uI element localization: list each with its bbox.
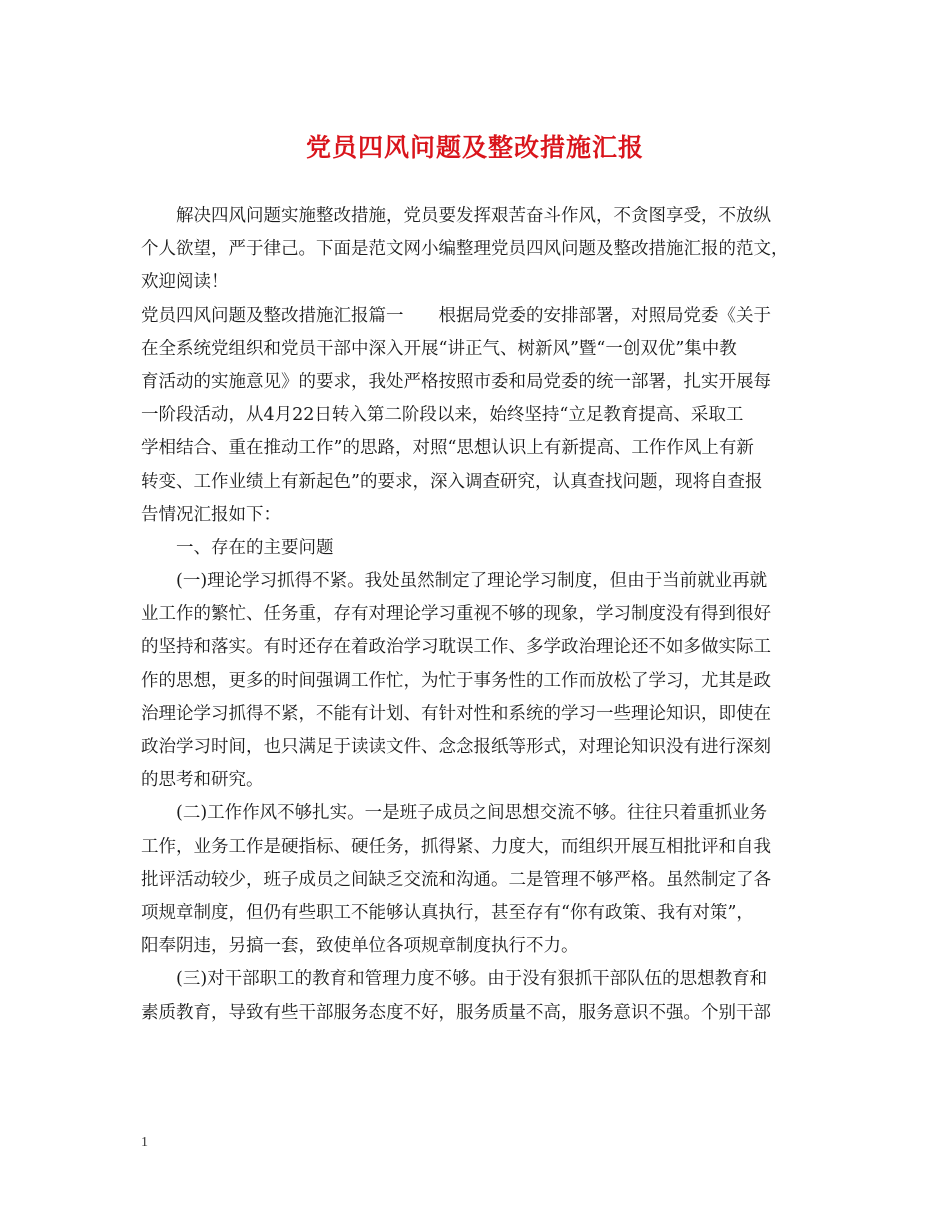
text-line: 工作，业务工作是硬指标、硬任务，抓得紧、力度大，而组织开展互相批评和自我 <box>141 836 771 857</box>
text-line: 的思考和研究。 <box>141 770 264 791</box>
text-line: 业工作的繁忙、任务重，存有对理论学习重视不够的现象，学习制度没有得到很好 <box>141 604 771 625</box>
text-line: 转变、工作业绩上有新起色”的要求，深入调查研究，认真查找问题，现将自查报 <box>141 471 763 492</box>
text-line: 项规章制度，但仍有些职工不能够认真执行，甚至存有“你有政策、我有对策”， <box>141 902 754 923</box>
document-body <box>141 200 813 1030</box>
page-number: 1 <box>141 1135 148 1150</box>
text-line: 个人欲望，严于律己。下面是范文网小编整理党员四风问题及整改措施汇报的范文， <box>141 239 789 260</box>
text-line: 素质教育，导致有些干部服务态度不好，服务质量不高，服务意识不强。个别干部 <box>141 1002 771 1023</box>
page-title: 党员四风问题及整改措施汇报 <box>305 133 644 162</box>
text-line: 阳奉阴违，另搞一套，致使单位各项规章制度执行不力。 <box>141 936 579 957</box>
text-line: 解决四风问题实施整改措施，党员要发挥艰苦奋斗作风，不贪图享受，不放纵 <box>176 206 771 226</box>
section-heading: 一、存在的主要问题 <box>176 537 334 558</box>
text-line: 政治学习时间，也只满足于读读文件、念念报纸等形式，对理论知识没有进行深刻 <box>141 737 771 757</box>
text-line: 的坚持和落实。有时还存在着政治学习耽误工作、多学政治理论还不如多做实际工 <box>141 637 771 658</box>
text-line: 育活动的实施意见》的要求，我处严格按照市委和局党委的统一部署，扎实开展每 <box>141 371 771 392</box>
text-line: (三)对干部职工的教育和管理力度不够。由于没有狠抓干部队伍的思想教育和 <box>176 969 768 990</box>
text-line: 欢迎阅读！ <box>141 272 229 293</box>
text-line: 在全系统党组织和党员干部中深入开展“讲正气、树新风”暨“一创双优”集中教 <box>141 338 737 359</box>
text-line: 学相结合、重在推动工作”的思路，对照“思想认识上有新提高、工作作风上有新 <box>141 438 754 459</box>
text-line: 治理论学习抓得不紧，不能有计划、有针对性和系统的学习一些理论知识，即使在 <box>141 703 771 724</box>
text-line: 一阶段活动，从4月22日转入第二阶段以来，始终坚持“立足教育提高、采取工 <box>141 405 744 426</box>
text-line: 批评活动较少，班子成员之间缺乏交流和沟通。二是管理不够严格。虽然制定了各 <box>141 869 771 890</box>
text-line: (二)工作作风不够扎实。一是班子成员之间思想交流不够。往往只着重抓业务 <box>176 803 768 824</box>
text-line: (一)理论学习抓得不紧。我处虽然制定了理论学习制度，但由于当前就业再就 <box>176 571 768 592</box>
text-line: 作的思想，更多的时间强调工作忙，为忙于事务性的工作而放松了学习，尤其是政 <box>141 670 771 691</box>
text-line: 告情况汇报如下： <box>141 504 281 525</box>
text-line: 党员四风问题及整改措施汇报篇一 根据局党委的安排部署，对照局党委《关于 <box>141 305 771 326</box>
